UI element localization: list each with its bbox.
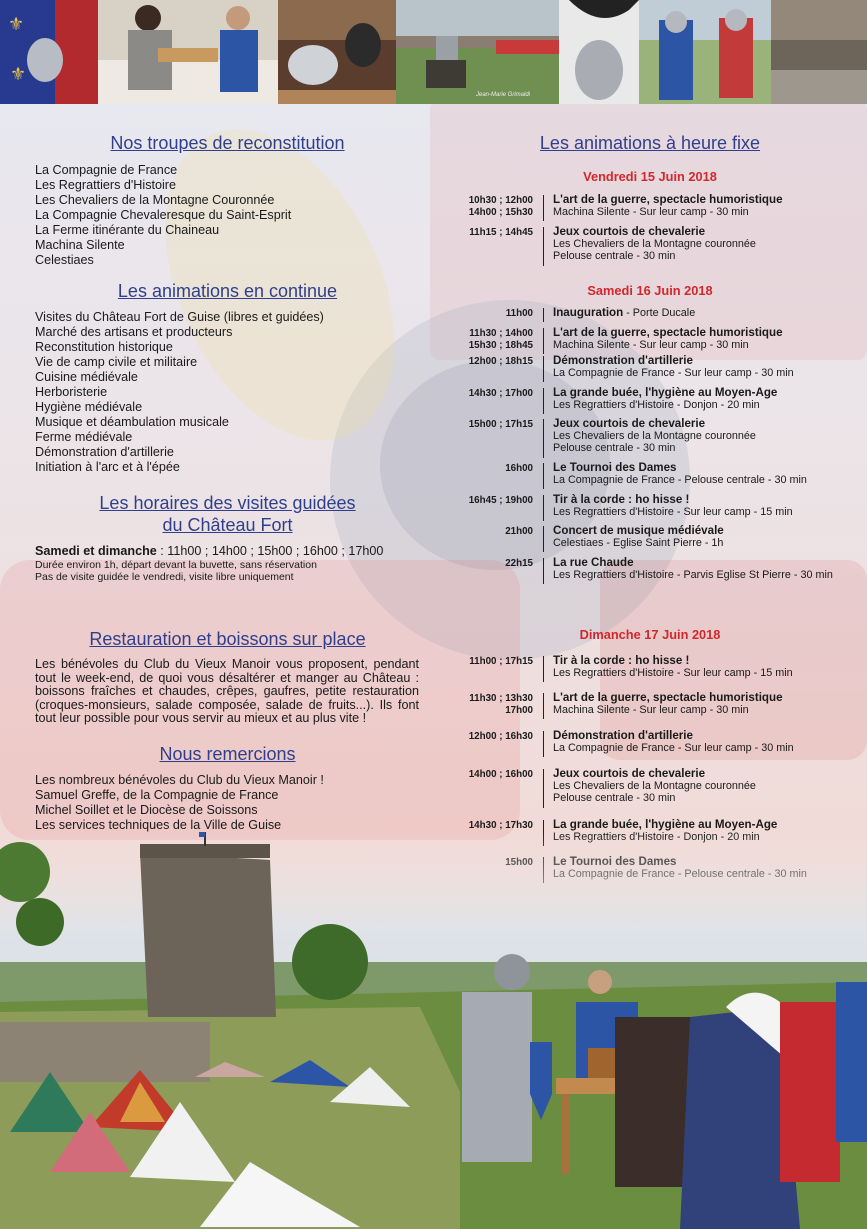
- castle-tower: [140, 852, 276, 1017]
- event-divider: [543, 356, 544, 382]
- event-detail: Machina Silente - Sur leur camp - 30 min: [553, 339, 749, 352]
- continue-item: Visites du Château Fort de Guise (libres et guidées): [35, 310, 324, 324]
- event-time: 11h00: [505, 308, 533, 319]
- event-time: 11h30 ; 13h30: [469, 693, 533, 704]
- event-title: Concert de musique médiévale: [553, 524, 724, 537]
- event-times: [430, 388, 533, 400]
- remercions-item: Les nombreux bénévoles du Club du Vieux Manoir !: [35, 773, 324, 787]
- troupes-item: La Compagnie de France: [35, 163, 178, 177]
- continue-item: Marché des artisans et producteurs: [35, 325, 233, 339]
- photo-credit: Jean-Marie Grimaldi: [476, 92, 531, 98]
- troupes-list: [35, 163, 291, 268]
- event-times: [430, 731, 533, 743]
- event-detail: Pelouse centrale - 30 min: [553, 250, 676, 263]
- restauration-text: Les bénévoles du Club du Vieux Manoir vous proposent, pendant tout le week-end, de quoi vous désaltérer et manger au Château : boissons fraîches et chaudes, crêpes, gaufres, petite restauration (croques-monsieurs, salade composée, salade de fruits...). Ils font tout leur possible pour vous servir au mieux et au plus vite !: [35, 657, 419, 725]
- event-times: [430, 195, 533, 219]
- remercions-item: Samuel Greffe, de la Compagnie de France: [35, 788, 279, 802]
- event-detail: Les Regrattiers d'Histoire - Donjon - 20 min: [553, 399, 760, 412]
- event-time: 12h00 ; 16h30: [468, 731, 533, 742]
- event-detail: Machina Silente - Sur leur camp - 30 min: [553, 206, 749, 219]
- troupes-item: Les Regrattiers d'Histoire: [35, 178, 176, 192]
- event-detail: Les Regrattiers d'Histoire - Sur leur camp - 15 min: [553, 506, 793, 519]
- event-title: L'art de la guerre, spectacle humoristique: [553, 691, 783, 704]
- banner-helmet-photo: [0, 0, 98, 104]
- event-title: Le Tournoi des Dames: [553, 461, 677, 474]
- troupes-item: Les Chevaliers de la Montagne Couronnée: [35, 193, 275, 207]
- day-heading: Vendredi 15 Juin 2018: [583, 169, 717, 184]
- event-title: L'art de la guerre, spectacle humoristique: [553, 193, 783, 206]
- event-time: 10h30 ; 12h00: [468, 195, 533, 206]
- visites-heading: [35, 492, 420, 536]
- event-title-line: [553, 226, 756, 238]
- event-time: 15h30 ; 18h45: [468, 340, 533, 351]
- event-time: 16h00: [505, 463, 533, 474]
- event-time: 15h00 ; 17h15: [468, 419, 533, 430]
- event-title: Tir à la corde : ho hisse !: [553, 654, 690, 667]
- knights-fighting-photo: [639, 0, 771, 104]
- event-time: 22h15: [505, 558, 533, 569]
- castle-reenactment-photo: [0, 832, 867, 1229]
- event-time: 14h30 ; 17h30: [468, 820, 533, 831]
- event-divider: [543, 693, 544, 719]
- event-divider: [543, 227, 544, 266]
- event-detail: Les Chevaliers de la Montagne couronnée: [553, 780, 756, 793]
- svg-text:⚜: ⚜: [8, 14, 25, 34]
- event-times: [430, 656, 533, 668]
- continue-item: Initiation à l'arc et à l'épée: [35, 460, 180, 474]
- event-title: Tir à la corde : ho hisse !: [553, 493, 690, 506]
- event-time: 16h45 ; 19h00: [468, 495, 533, 506]
- costumed-women-photo: [98, 0, 278, 104]
- event-divider: [543, 195, 544, 221]
- event-title-line: [553, 655, 793, 667]
- event-times: [430, 693, 533, 717]
- event-times: [430, 558, 533, 570]
- remercions-heading: Nous remercions: [159, 744, 296, 764]
- event-time: 11h00 ; 17h15: [469, 656, 533, 667]
- event-times: [430, 820, 533, 832]
- event-title-line: [553, 525, 724, 537]
- event-detail: La Compagnie de France - Sur leur camp - 30 min: [553, 742, 794, 755]
- event-detail: Pelouse centrale - 30 min: [553, 442, 676, 455]
- event-title-line: [553, 327, 783, 339]
- event-divider: [543, 308, 544, 322]
- event-detail: Les Regrattiers d'Histoire - Sur leur camp - 15 min: [553, 667, 793, 680]
- photo-strip: [0, 0, 867, 104]
- troupes-item: La Ferme itinérante du Chaineau: [35, 223, 220, 237]
- continue-list: [35, 310, 324, 475]
- event-title-line: [553, 307, 695, 319]
- event-divider: [543, 526, 544, 552]
- event-title-line: [553, 819, 777, 831]
- troupes-item: Machina Silente: [35, 238, 125, 252]
- troupes-heading: Nos troupes de reconstitution: [110, 133, 345, 153]
- visites-note-1: Durée environ 1h, départ devant la buvette, sans réservation: [35, 559, 317, 571]
- joust-photo: [396, 0, 559, 104]
- armored-knight: [462, 992, 532, 1162]
- event-divider: [543, 419, 544, 458]
- restauration-heading: Restauration et boissons sur place: [89, 629, 366, 649]
- event-divider: [543, 558, 544, 584]
- day-heading: Dimanche 17 Juin 2018: [579, 627, 721, 642]
- visites-heading-line1: Les horaires des visites guidées: [99, 493, 356, 513]
- event-title: Démonstration d'artillerie: [553, 354, 693, 367]
- remercions-item: Michel Soillet et le Diocèse de Soissons: [35, 803, 258, 817]
- event-time: 14h00 ; 15h30: [468, 207, 533, 218]
- event-title-line: [553, 387, 777, 399]
- event-times: [430, 495, 533, 507]
- event-title-line: [553, 462, 807, 474]
- event-title: Jeux courtois de chevalerie: [553, 417, 706, 430]
- event-detail: Les Chevaliers de la Montagne couronnée: [553, 430, 756, 443]
- event-time: 14h00 ; 16h00: [468, 769, 533, 780]
- event-divider: [543, 656, 544, 682]
- event-title-line: [553, 355, 794, 367]
- event-times: [430, 227, 533, 239]
- event-title: La grande buée, l'hygiène au Moyen-Age: [553, 818, 778, 831]
- event-time: 11h15 ; 14h45: [469, 227, 533, 238]
- castle-crowd-photo: [771, 0, 867, 104]
- remercions-item: Les services techniques de la Ville de Guise: [35, 818, 282, 832]
- event-title: Inauguration: [553, 306, 624, 319]
- continue-item: Ferme médiévale: [35, 430, 133, 444]
- event-times: [430, 463, 533, 475]
- troupes-item: Celestiaes: [35, 253, 94, 267]
- event-title-suffix: - Porte Ducale: [623, 307, 696, 319]
- schedule-heading: Les animations à heure fixe: [539, 133, 761, 153]
- event-time: 21h00: [505, 526, 533, 537]
- event-detail: La Compagnie de France - Sur leur camp - 30 min: [553, 367, 794, 380]
- event-time: 14h30 ; 17h00: [468, 388, 533, 399]
- event-title: L'art de la guerre, spectacle humoristique: [553, 326, 783, 339]
- event-title-line: [553, 557, 833, 569]
- troupes-item: La Compagnie Chevaleresque du Saint-Esprit: [35, 208, 292, 222]
- tree: [292, 924, 368, 1000]
- event-title-line: [553, 494, 793, 506]
- event-detail: Machina Silente - Sur leur camp - 30 min: [553, 704, 749, 717]
- event-title: Jeux courtois de chevalerie: [553, 767, 706, 780]
- event-detail: Pelouse centrale - 30 min: [553, 792, 676, 805]
- continue-item: Démonstration d'artillerie: [35, 445, 174, 459]
- plumed-helmet-photo: [559, 0, 639, 104]
- visites-schedule: [35, 544, 383, 558]
- event-title-line: [553, 194, 783, 206]
- event-times: [430, 769, 533, 781]
- event-times: [430, 328, 533, 352]
- event-title: Démonstration d'artillerie: [553, 729, 693, 742]
- event-divider: [543, 328, 544, 354]
- event-times: [430, 356, 533, 368]
- remercions-list: [35, 773, 324, 833]
- event-divider: [543, 769, 544, 808]
- event-title-line: [553, 692, 783, 704]
- continue-heading: Les animations en continue: [117, 281, 338, 301]
- event-title: La rue Chaude: [553, 556, 634, 569]
- event-detail: Les Chevaliers de la Montagne couronnée: [553, 238, 756, 251]
- visites-heading-line2: du Château Fort: [162, 515, 293, 535]
- helmets-photo: [278, 0, 396, 104]
- continue-item: Cuisine médiévale: [35, 370, 138, 384]
- visites-days: Samedi et dimanche: [35, 544, 157, 558]
- continue-item: Musique et déambulation musicale: [35, 415, 229, 429]
- event-divider: [543, 388, 544, 414]
- event-divider: [543, 731, 544, 757]
- event-title: La grande buée, l'hygiène au Moyen-Age: [553, 386, 778, 399]
- event-title: Jeux courtois de chevalerie: [553, 225, 706, 238]
- event-time: 17h00: [505, 705, 533, 716]
- continue-item: Herboristerie: [35, 385, 108, 399]
- event-divider: [543, 495, 544, 521]
- event-detail: La Compagnie de France - Pelouse centrale - 30 min: [553, 474, 807, 487]
- day-heading: Samedi 16 Juin 2018: [587, 283, 713, 298]
- event-time: 12h00 ; 18h15: [468, 356, 533, 367]
- event-detail: Celestiaes - Eglise Saint Pierre - 1h: [553, 537, 724, 550]
- event-times: [430, 526, 533, 538]
- event-title-line: [553, 768, 756, 780]
- continue-item: Hygiène médiévale: [35, 400, 143, 414]
- continue-item: Vie de camp civile et militaire: [35, 355, 198, 369]
- event-title-line: [553, 730, 794, 742]
- event-detail: Les Regrattiers d'Histoire - Parvis Eglise St Pierre - 30 min: [553, 569, 833, 582]
- visites-times: : 11h00 ; 14h00 ; 15h00 ; 16h00 ; 17h00: [156, 544, 384, 558]
- svg-text:⚜: ⚜: [10, 64, 27, 84]
- visites-note-2: Pas de visite guidée le vendredi, visite libre uniquement: [35, 571, 294, 583]
- event-title-line: [553, 418, 756, 430]
- event-time: 11h30 ; 14h00: [469, 328, 533, 339]
- event-times: [430, 419, 533, 431]
- event-times: [430, 308, 533, 320]
- event-divider: [543, 463, 544, 489]
- continue-item: Reconstitution historique: [35, 340, 173, 354]
